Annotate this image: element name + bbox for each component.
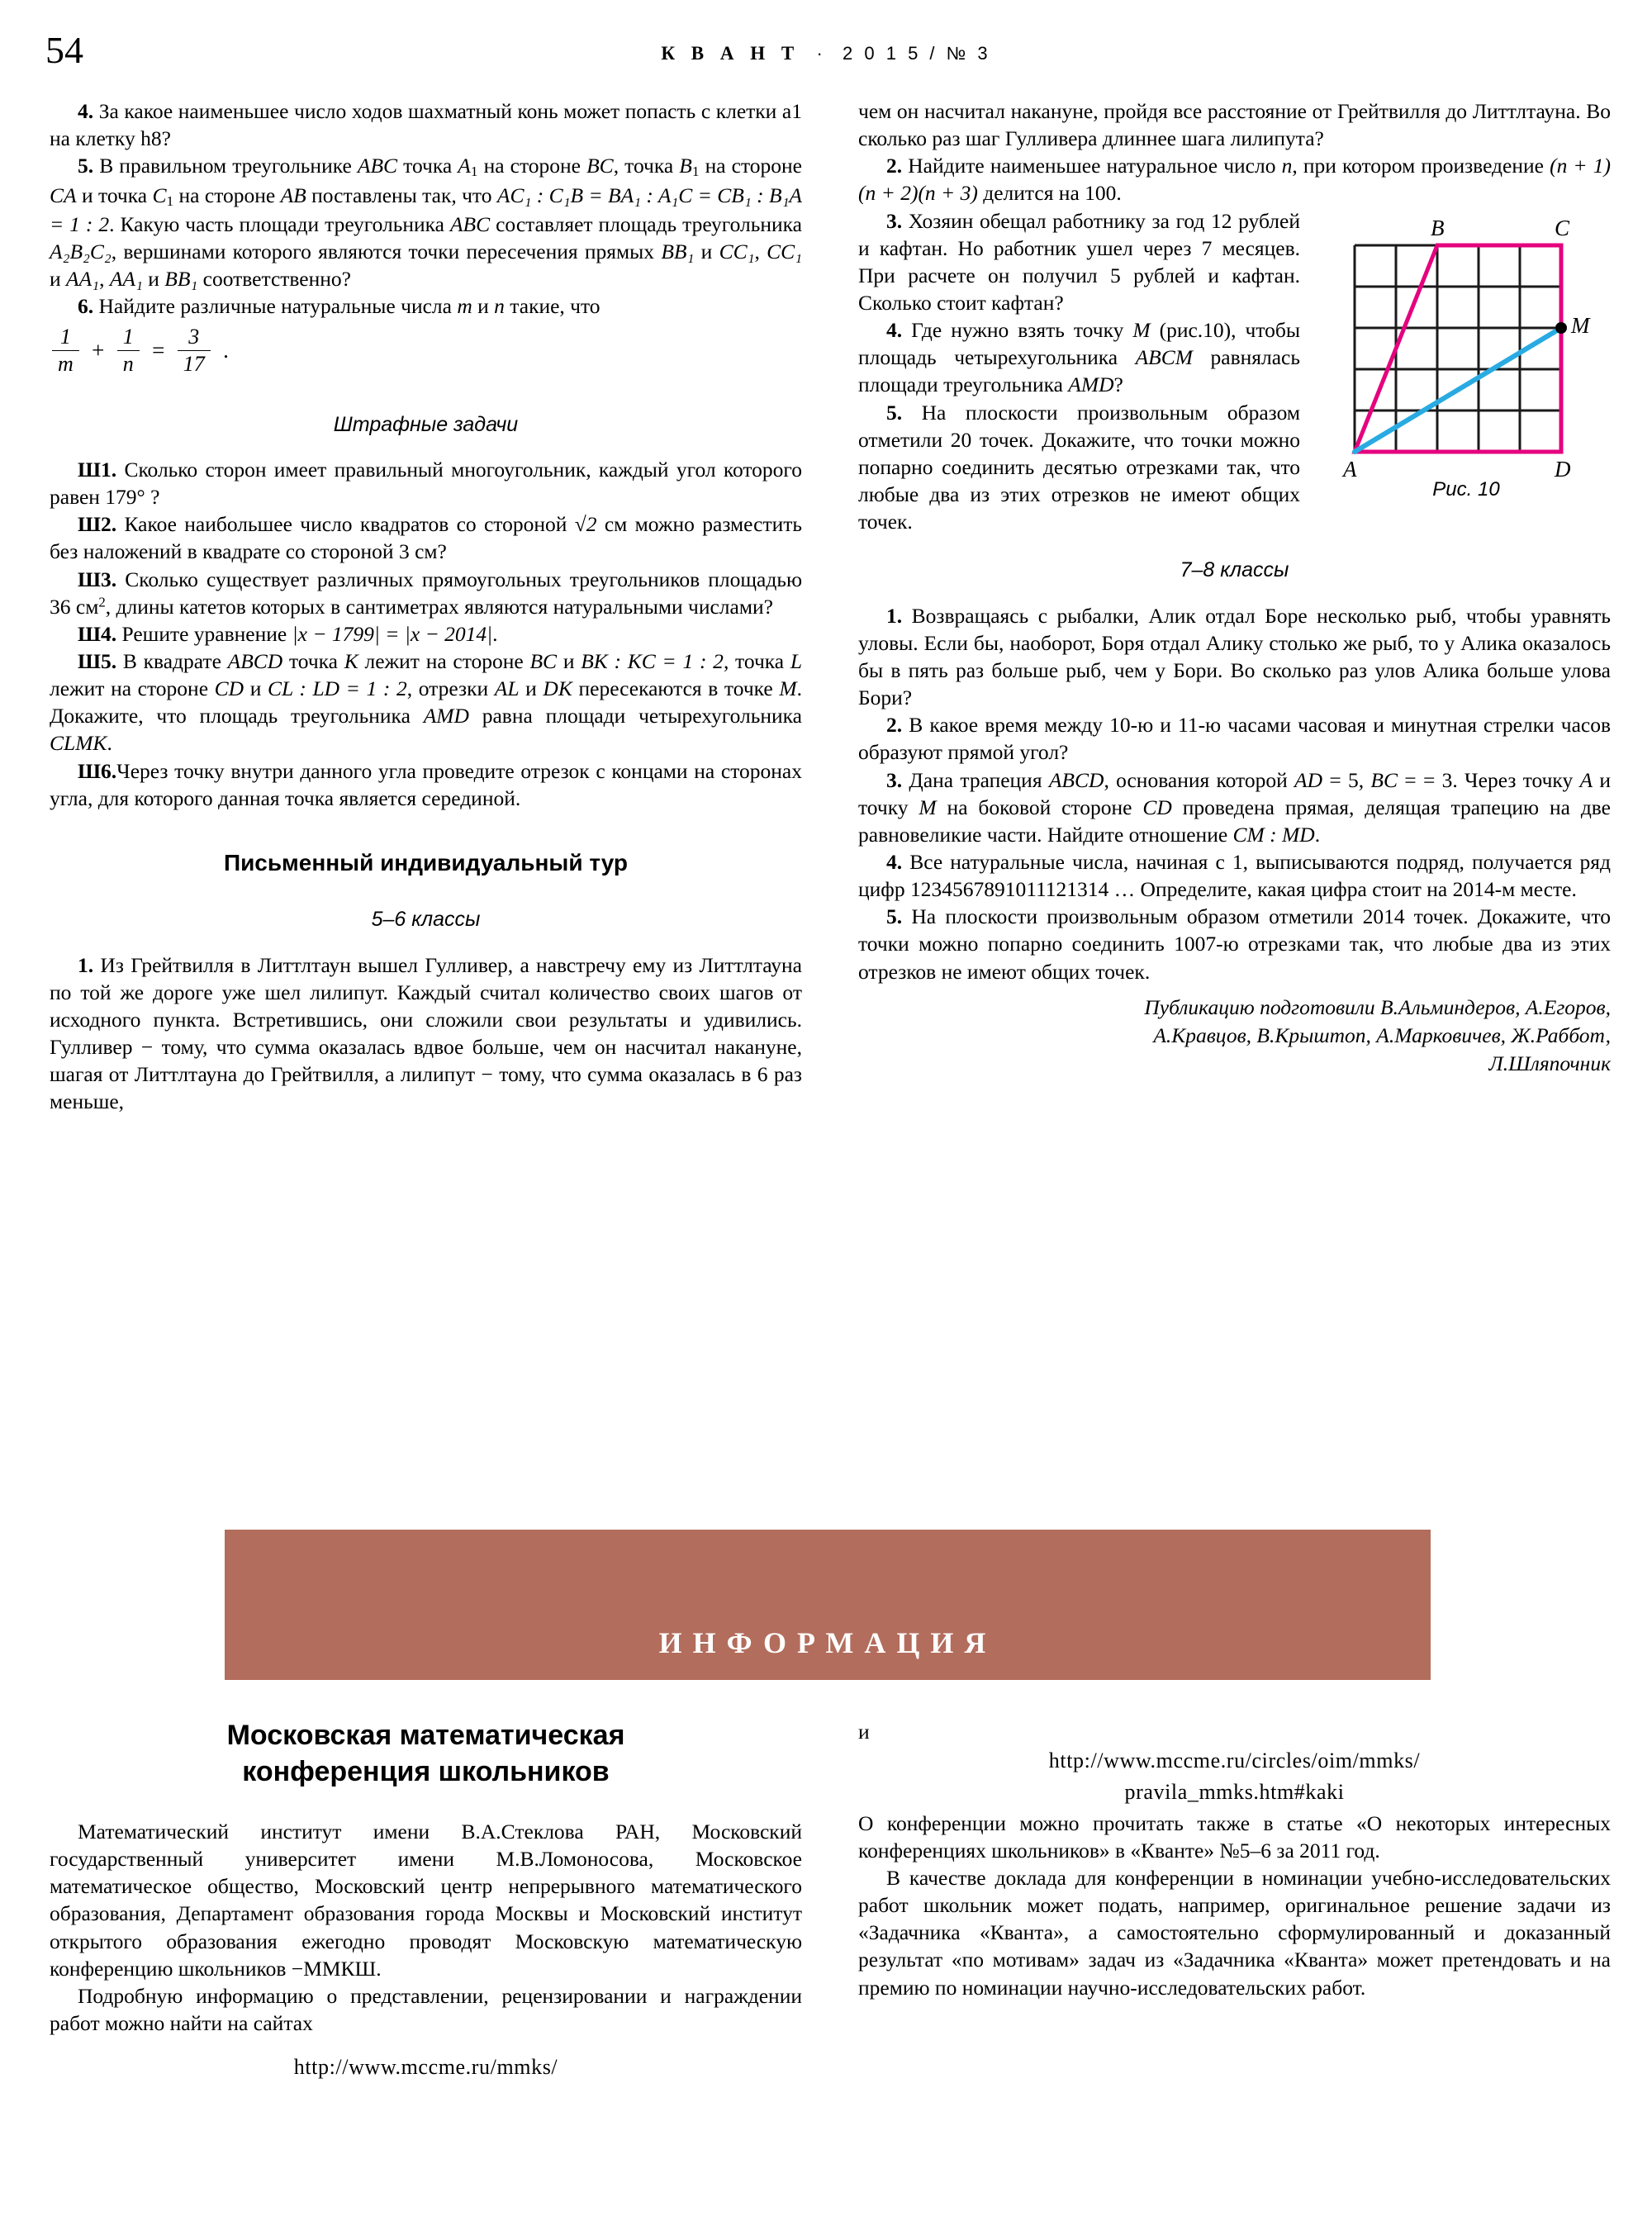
problem-5-m1: ABC: [357, 154, 398, 178]
plus-operator: +: [92, 337, 105, 363]
point-m-marker: [1555, 322, 1567, 334]
problem-5-m9: ABC: [449, 212, 491, 236]
sh3-t2: , длины катетов которых в сантиметрах являются натуральными числами?: [105, 594, 773, 619]
problem-5-m16: BB₁: [164, 267, 198, 292]
left-column: [50, 97, 802, 1116]
sh5-m9: DK: [543, 676, 572, 701]
class56-p4-t4: ?: [1113, 372, 1123, 397]
class56-p5-text: На плоскости произвольным образом отметили 20 точек. Докажите, что точки можно попарно соединить десятью отрезками так, что любые два из этих отрезков не имеют общих точек.: [858, 400, 1300, 534]
class56-problem-2: [858, 152, 1611, 206]
class78-p3-t3: = 5,: [1322, 767, 1371, 792]
class56-problem-1: [50, 951, 802, 1116]
class78-p3-t1: Дана трапеция: [909, 767, 1049, 792]
frac1-numerator: 1: [52, 325, 79, 351]
problem-5-t10: составляет площадь треугольника: [490, 212, 802, 236]
conjunction-i: и: [858, 1720, 870, 1744]
problem-5-number: 5.: [78, 154, 94, 178]
class56-p4-m3: AMD: [1068, 372, 1114, 397]
label-m: M: [1571, 312, 1590, 338]
sh4-number: Ш4.: [78, 621, 117, 646]
journal-name: К В А Н Т: [661, 43, 800, 64]
sh5-t7: и: [244, 676, 268, 701]
class78-p4-number: 4.: [886, 850, 903, 875]
class56-p4-m2: ABCM: [1135, 345, 1193, 370]
class78-p3-m3: BC: [1370, 767, 1398, 792]
sh5-t13: .: [107, 731, 112, 756]
label-d: D: [1555, 456, 1571, 482]
penalty-problem-sh1: [50, 456, 802, 510]
problem-5-t5: на стороне: [699, 154, 803, 178]
problem-5-m6: C: [152, 183, 167, 207]
class56-p4-number: 4.: [886, 318, 903, 343]
frac2-denominator: n: [122, 351, 134, 376]
class56-p4-t3: равнялась площади треугольника: [858, 345, 1300, 397]
class-heading-7-8: 7–8 классы: [1180, 558, 1289, 582]
journal-running-head: [45, 43, 1607, 64]
class56-p2-t3: делится на 100.: [977, 181, 1122, 206]
page-number: 54: [45, 29, 83, 71]
class56-p1-number: 1.: [78, 952, 94, 977]
mmks-url-2-line-1[interactable]: http://www.mccme.ru/circles/oim/mmks/: [1048, 1749, 1421, 1773]
problem-5-m15: AA₁: [109, 267, 143, 292]
information-banner-label: ИНФОРМАЦИЯ: [658, 1626, 997, 1659]
problem-5-m4: B: [679, 154, 692, 178]
problem-5-t6: и точка: [76, 183, 153, 207]
sh5-t2: точка: [282, 649, 344, 674]
sh5-t12: равна площади четырехугольника: [468, 704, 802, 728]
class56-problem-1-continuation: чем он насчитал накануне, пройдя все расстояние от Грейтвилля до Литтлтауна. Во сколько раз шаг Гулливера длиннее шага лилипута?: [858, 99, 1611, 151]
page-header: [45, 31, 1607, 81]
problem-5-t15: ,: [99, 267, 110, 292]
sh2-m1: √2: [574, 512, 597, 537]
class56-p2-m2: (n + 1)(n + 2)(n + 3): [858, 154, 1611, 206]
problem-5-t8: поставлены так, что: [306, 183, 497, 207]
problem-5-t14: и: [50, 267, 67, 292]
class56-p2-number: 2.: [886, 154, 903, 178]
class78-p2-text: В какое время между 10-ю и 11-ю часами часовая и минутная стрелки часов образуют прямой угол?: [858, 713, 1611, 765]
penalty-problem-sh2: [50, 510, 802, 565]
sh5-t4: и: [557, 649, 582, 674]
class78-p3-t5: и точку: [858, 767, 1611, 819]
mmks-url-2-line-2[interactable]: pravila_mmks.htm#kaki: [1124, 1779, 1345, 1804]
label-b: B: [1431, 215, 1445, 240]
class78-p4-text: Все натуральные числа, начиная с 1, выписываются подряд, получается ряд цифр 1234567891011121314 … Определите, какая цифра стоит на 2014-м месте.: [858, 850, 1611, 902]
sh4-t2: .: [492, 621, 498, 646]
information-banner: [225, 1530, 1431, 1680]
problem-4-text: За какое наименьшее число ходов шахматный конь может попасть с клетки a1 на клетку h8?: [50, 99, 802, 151]
problem-5-s6: 1: [166, 192, 174, 209]
sh1-number: Ш1.: [78, 458, 117, 482]
sh5-t5: , точка: [723, 649, 790, 674]
problem-4-number: 4.: [78, 99, 94, 123]
attribution-line-3: Л.Шляпочник: [1488, 1051, 1611, 1076]
sh4-t1: Решите уравнение: [121, 621, 292, 646]
frac2-numerator: 1: [117, 325, 140, 351]
sh5-m11: AMD: [423, 704, 469, 728]
class56-p4-t1: Где нужно взять точку: [911, 318, 1133, 343]
sh5-t10: пересекаются в точке: [572, 676, 780, 701]
class56-p2-t2: , при котором произведение: [1292, 154, 1550, 178]
information-title-line-2: конференция школьников: [242, 1755, 610, 1787]
equals-operator: =: [152, 337, 165, 363]
problem-5-t7: на стороне: [173, 183, 281, 207]
problem-6-m1: m: [457, 294, 472, 319]
class56-p4-t2: (рис.10), чтобы площадь четырехугольника: [858, 318, 1301, 370]
problem-5: [50, 152, 802, 292]
problem-6-number: 6.: [78, 294, 94, 319]
sh5-t9: и: [519, 676, 544, 701]
class56-p5-number: 5.: [886, 400, 903, 425]
class78-p1-number: 1.: [886, 603, 903, 628]
sh5-m4: BK : KC = 1 : 2: [581, 649, 724, 674]
information-right-paragraph-1: О конференции можно прочитать также в статье «О некоторых интересных конференциях школьников» в «Кванте» №5–6 за 2011 год.: [858, 1810, 1611, 1862]
class78-problem-3: [858, 766, 1611, 848]
problem-5-t12: и: [694, 240, 719, 264]
attribution-line-1: Публикацию подготовили В.Альминдеров, А.Егоров,: [1144, 994, 1611, 1019]
sh5-number: Ш5.: [78, 649, 117, 674]
problem-5-t9: . Какую часть площади треугольника: [109, 212, 450, 236]
problem-5-m5: CA: [50, 183, 77, 207]
sh5-m8: AL: [494, 676, 520, 701]
problem-5-m11: BB₁: [661, 240, 695, 264]
problem-6-t2: и: [472, 294, 495, 319]
class78-problem-2: [858, 711, 1611, 766]
problem-5-t17: соответственно?: [197, 267, 351, 292]
sh3-number: Ш3.: [78, 567, 117, 591]
penalty-problem-sh3: [50, 566, 802, 620]
sh4-m1: |x − 1799| = |x − 2014|: [292, 621, 493, 646]
sh5-m2: K: [344, 649, 358, 674]
problem-5-s4: 1: [691, 164, 700, 180]
class78-p3-m2: AD: [1294, 767, 1323, 792]
class78-p3-t2: , основания которой: [1104, 767, 1295, 792]
label-c: C: [1555, 215, 1570, 240]
penalty-problem-sh6: [50, 757, 802, 812]
problem-6-m2: n: [494, 294, 505, 319]
problem-6-equation: [50, 325, 802, 390]
class56-p3-number: 3.: [886, 208, 903, 233]
problem-5-t16: и: [142, 267, 165, 292]
information-right-paragraph-2: В качестве доклада для конференции в номинации учебно-исследовательских работ школьник может подать, например, оригинальное решение задачи из «Задачника «Кванта», а самостоятельно сформулированный и доказанный результат «по мотивам» задач из «Задачника «Кванта» может претендовать и на премию по номинации научно-исследовательских работ.: [858, 1866, 1611, 2000]
sh6-text: Через точку внутри данного угла проведите отрезок с концами на сторонах угла, для которого данная точка является серединой.: [50, 758, 802, 810]
problem-5-t1: В правильном треугольнике: [99, 154, 358, 178]
problem-5-m12: CC₁: [719, 240, 755, 264]
problem-4: [50, 97, 802, 152]
journal-separator: ·: [816, 43, 826, 64]
information-left-column: [50, 1718, 802, 2085]
penalty-problem-sh4: [50, 620, 802, 648]
penalty-problems-heading: Штрафные задачи: [333, 412, 519, 436]
sh2-t2: см можно разместить без наложений в квадрате со стороной 3 см?: [50, 512, 803, 564]
class78-p3-m7: CM : MD: [1232, 822, 1315, 847]
figure-ris-10: [1322, 212, 1611, 502]
sh1-text: Сколько сторон имеет правильный многоугольник, каждый угол которого равен 179° ?: [50, 458, 803, 510]
right-column: [858, 97, 1611, 1116]
class78-problem-4: [858, 848, 1611, 903]
sh5-t8: , отрезки: [406, 676, 495, 701]
figure-caption: Рис. 10: [1432, 477, 1500, 501]
main-columns: [50, 97, 1611, 1116]
class78-problem-5: [858, 903, 1611, 985]
sh3-t1: Сколько существует различных прямоугольных треугольников площадью 36 см: [50, 567, 803, 619]
penalty-problem-sh5: [50, 648, 802, 757]
sh5-m1: ABCD: [227, 649, 283, 674]
information-right-column: [858, 1718, 1611, 2085]
class78-p3-m1: ABCD: [1048, 767, 1104, 792]
information-paragraph-2: Подробную информацию о представлении, рецензировании и награждении работ можно найти на сайтах: [50, 1983, 802, 2036]
problem-5-m7: AB: [280, 183, 306, 207]
sh5-m7: CL : LD = 1 : 2: [267, 676, 407, 701]
mmks-url-1[interactable]: http://www.mccme.ru/mmks/: [293, 2055, 558, 2080]
class78-p3-m5: M: [919, 795, 937, 819]
information-columns: [50, 1718, 1611, 2085]
problem-5-t3: на стороне: [477, 154, 587, 178]
sh2-t1: Какое наибольшее число квадратов со стороной: [124, 512, 575, 537]
frac3-denominator: 17: [183, 351, 205, 376]
segment-am: [1355, 328, 1561, 452]
class78-p3-t6: на боковой стороне: [936, 795, 1143, 819]
figure-svg: [1330, 212, 1602, 482]
problem-6: [50, 292, 802, 320]
fraction-3-over-17: [178, 325, 211, 376]
problem-5-s2: 1: [470, 164, 478, 180]
class78-p3-number: 3.: [886, 767, 903, 792]
class78-problem-1: [858, 602, 1611, 712]
sh5-t3: лежит на стороне: [358, 649, 530, 674]
sh5-m12: CLMK: [50, 731, 107, 756]
sh5-m3: BC: [529, 649, 558, 674]
journal-issue: 2 0 1 5 / № 3: [843, 43, 991, 64]
problem-5-m2: A: [458, 154, 471, 178]
sh5-m5: L: [790, 649, 803, 674]
class78-p1-text: Возвращаясь с рыбалки, Алик отдал Боре несколько рыб, чтобы уравнять уловы. Если бы, наоборот, Боря отдал Алику столько же рыб, то у Алика оказалось бы в пять раз больше рыб, чем у Бори. Во сколько раз улов Алика больше улова Бори?: [858, 603, 1611, 710]
label-a: A: [1343, 456, 1357, 482]
problem-6-t3: такие, что: [504, 294, 601, 319]
class78-p5-number: 5.: [886, 904, 903, 929]
problem-5-m10: A₂B₂C₂: [50, 240, 112, 264]
sh5-t11: . Докажите, что площадь треугольника: [50, 676, 802, 728]
class78-p3-t8: .: [1314, 822, 1321, 847]
problem-5-m13: CC₁: [767, 240, 803, 264]
problem-5-t2: точка: [397, 154, 458, 178]
class78-p3-t4: = = 3. Через точку: [1398, 767, 1580, 792]
sh3-sup: 2: [98, 594, 106, 610]
sh5-m10: M: [779, 676, 797, 701]
fraction-1-over-n: [117, 325, 140, 376]
publication-attribution: [858, 994, 1611, 1078]
problem-5-t11: , вершинами которого являются точки пересечения прямых: [111, 240, 662, 264]
information-title: [50, 1718, 802, 1790]
class56-p2-m1: n: [1281, 154, 1293, 178]
sh5-t1: В квадрате: [122, 649, 228, 674]
sh5-t6: лежит на стороне: [50, 676, 215, 701]
information-title-line-1: Московская математическая: [226, 1720, 625, 1751]
fraction-1-over-m: [52, 325, 79, 376]
problem-5-ratio: AC₁ : C₁B = BA₁ : A₁C = CB₁ : B₁A = 1 : 2: [50, 183, 803, 236]
class78-p3-t7: проведена прямая, делящая трапецию на две равновеликие части. Найдите отношение: [858, 795, 1611, 847]
problem-6-t1: Найдите различные натуральные числа: [98, 294, 458, 319]
frac1-denominator: m: [58, 351, 74, 376]
frac3-numerator: 3: [178, 325, 211, 351]
attribution-line-2: А.Кравцов, В.Крыштоп, А.Марковичев, Ж.Раббот,: [1153, 1023, 1611, 1047]
class56-p1-text: Из Грейтвилля в Литтлтаун вышел Гулливер, а навстречу ему из Литтлтауна по той же дороге уже шел лилипут. Каждый считал количество своих шагов от исходного пункта. Встретившись, они сложили свои результаты и удивились. Гулливер − тому, что сумма оказалась вдвое больше, чем он насчитал накануне, шагая от Литтлтауна до Грейтвилля, а лилипут − тому, что сумма оказалась в 6 раз меньше,: [50, 952, 803, 1114]
class56-p2-t1: Найдите наименьшее натуральное число: [908, 154, 1282, 178]
class78-p5-text: На плоскости произвольным образом отметили 2014 точек. Докажите, что точки можно попарно соединить 1007-ю отрезками так, что любые два из этих отрезков не имеют общих точек.: [858, 904, 1612, 984]
problem-5-m14: AA₁: [66, 267, 100, 292]
class56-p3-text: Хозяин обещал работнику за год 12 рублей и кафтан. Но работник ушел через 7 месяцев. При расчете он получил 5 рублей и кафтан. Сколько стоит кафтан?: [858, 208, 1300, 315]
written-individual-tour-heading: Письменный индивидуальный тур: [223, 849, 629, 875]
equation-period: .: [223, 337, 229, 363]
problem-5-t4: , точка: [613, 154, 680, 178]
sh2-number: Ш2.: [78, 512, 117, 537]
class-heading-5-6: 5–6 классы: [371, 908, 481, 932]
information-paragraph-1: Математический институт имени В.А.Стеклова РАН, Московский государственный университет имени М.В.Ломоносова, Московское математическое общество, Московский центр непрерывного математического образования, Департамент образования города Москвы и Московский институт открытого образования ежегодно проводят Московскую математическую конференцию школьников −ММКШ.: [50, 1820, 802, 1981]
class78-p3-m6: CD: [1142, 795, 1172, 819]
problem-5-m3: BC: [586, 154, 614, 178]
class78-p3-m4: A: [1579, 767, 1593, 792]
class78-p2-number: 2.: [886, 713, 903, 738]
sh5-m6: CD: [214, 676, 244, 701]
problem-5-t13: ,: [754, 240, 767, 264]
sh6-number: Ш6.: [78, 758, 117, 783]
class56-p4-m1: M: [1132, 318, 1151, 343]
